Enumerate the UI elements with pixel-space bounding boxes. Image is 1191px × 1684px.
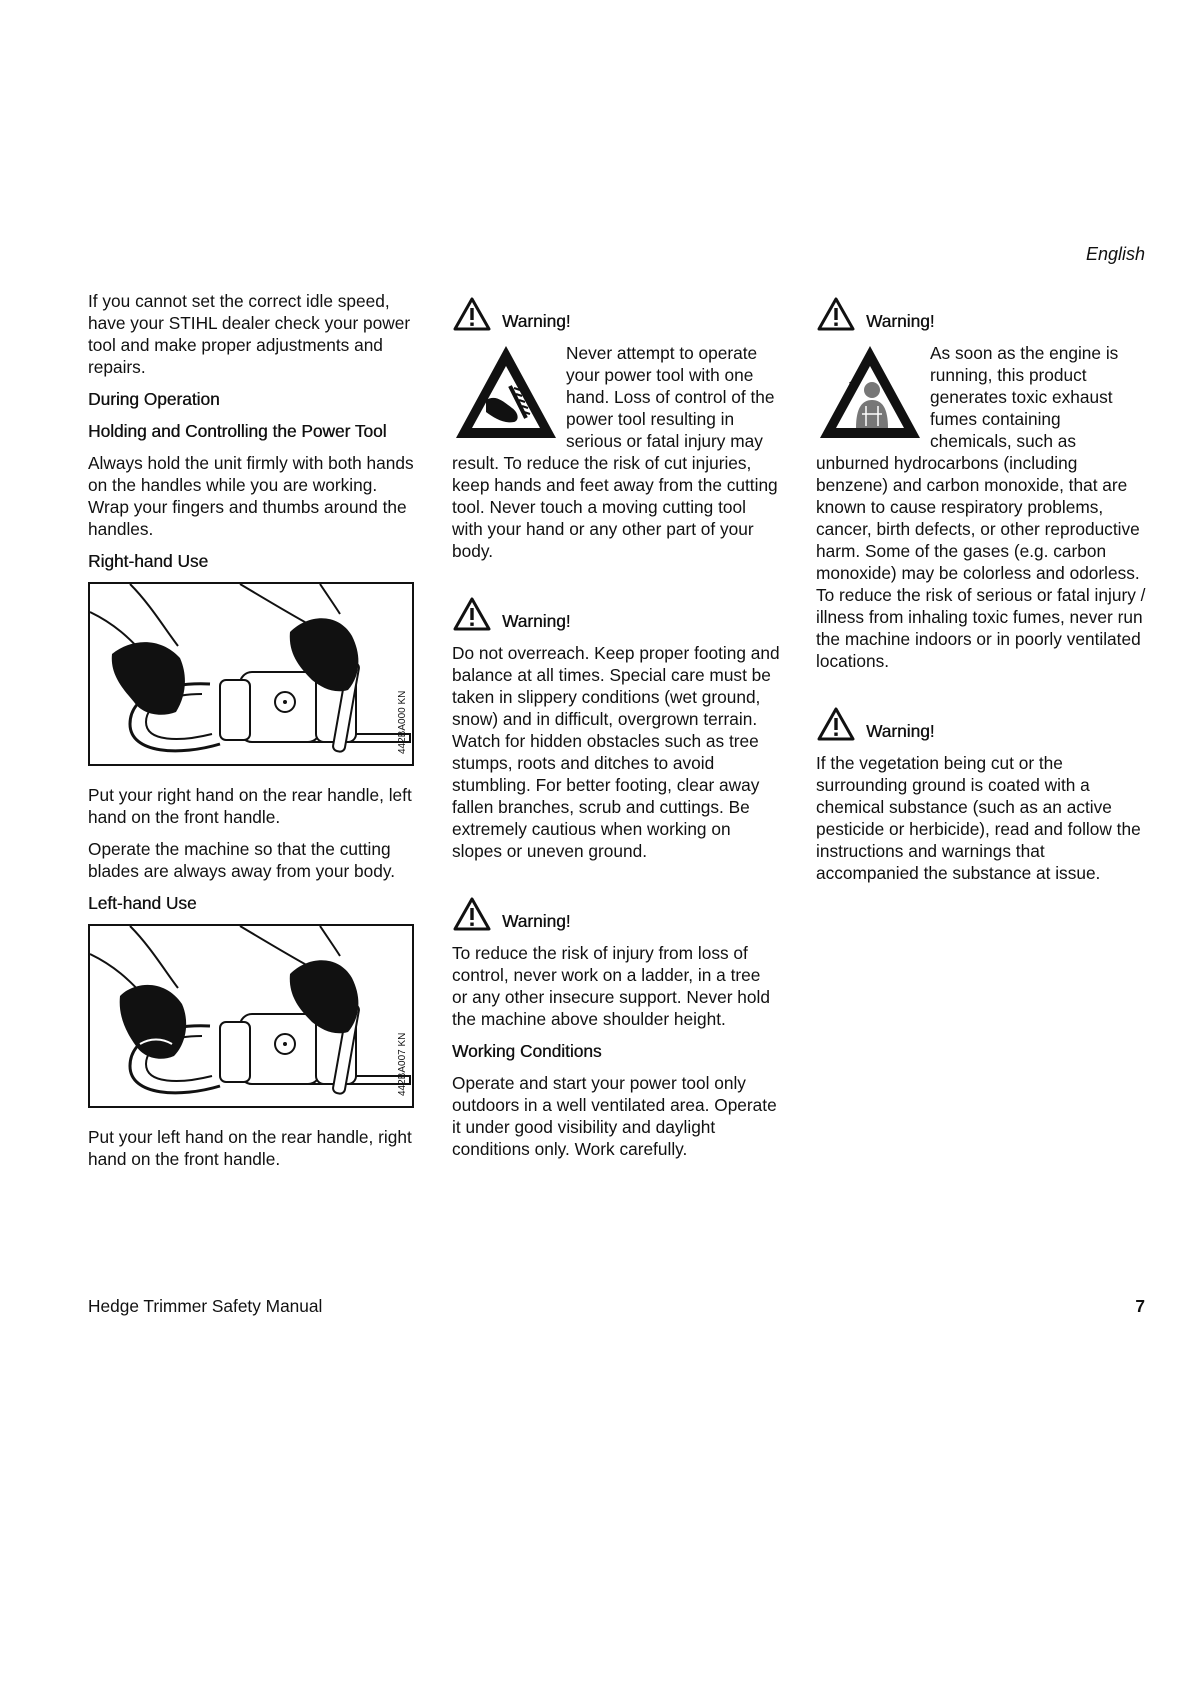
warning-triangle-icon <box>816 706 856 742</box>
warning-overreach-text: Do not overreach. Keep proper footing and balance at all times. Special care must be taken in slippery conditions (wet ground, snow) and in difficult, overgrown terrain. Watch for hidden obstacles such as tree stumps, roots and ditches to avoid stumbling. For better footing, clear away fallen branches, scrub and cuttings. Be extremely cautious when working on slopes or uneven ground. <box>452 643 780 861</box>
warning-heading <box>452 596 780 632</box>
warning-chemical-text: If the vegetation being cut or the surrounding ground is coated with a chemical substance (such as an active pesticide or herbicide), read and follow the instructions and warnings that accompanied the substance at issue. <box>816 753 1141 883</box>
holding-paragraph: Always hold the unit firmly with both hands on the handles while you are working. Wrap your fingers and thumbs around the handles. <box>88 453 414 539</box>
warning-heading <box>452 296 780 332</box>
working-conditions-paragraph: Operate and start your power tool only outdoors in a well ventilated area. Operate it under good visibility and daylight conditions only. Work carefully. <box>452 1073 777 1159</box>
warning-label: Warning! <box>502 611 571 631</box>
warning-label: Warning! <box>502 311 571 331</box>
figure-code: 442BA007 KN <box>397 1032 408 1096</box>
heading-left-hand: Left-hand Use <box>88 893 197 913</box>
left-hand-paragraph: Put your left hand on the rear handle, right hand on the front handle. <box>88 1127 412 1169</box>
warning-label: Warning! <box>866 721 935 741</box>
warning-block-chemical <box>816 706 1146 884</box>
warning-triangle-icon <box>452 896 492 932</box>
warning-heading <box>816 706 1146 742</box>
warning-block-exhaust <box>816 296 1146 672</box>
warning-triangle-icon <box>452 296 492 332</box>
hand-cut-hazard-icon <box>452 342 560 442</box>
hedge-trimmer-illustration <box>90 584 414 766</box>
column-middle <box>452 290 780 1170</box>
right-hand-paragraph-1: Put your right hand on the rear handle, left hand on the front handle. <box>88 785 412 827</box>
warning-ladder-text: To reduce the risk of injury from loss of control, never work on a ladder, in a tree or any other insecure support. Never hold the machine above shoulder height. <box>452 943 770 1029</box>
heading-working-conditions: Working Conditions <box>452 1041 602 1061</box>
intro-paragraph: If you cannot set the correct idle speed, have your STIHL dealer check your power tool and make proper adjustments and repairs. <box>88 291 411 377</box>
column-right <box>816 290 1146 918</box>
page-number: 7 <box>1135 1296 1145 1316</box>
hedge-trimmer-illustration <box>90 926 414 1108</box>
footer-manual-title: Hedge Trimmer Safety Manual <box>88 1296 323 1316</box>
right-hand-paragraph-2: Operate the machine so that the cutting blades are always away from your body. <box>88 839 396 881</box>
warning-block-one-hand <box>452 296 780 562</box>
warning-label: Warning! <box>866 311 935 331</box>
heading-holding: Holding and Controlling the Power Tool <box>88 421 387 441</box>
figure-right-hand-use <box>88 582 414 766</box>
warning-triangle-icon <box>816 296 856 332</box>
figure-left-hand-use <box>88 924 414 1108</box>
warning-label: Warning! <box>502 911 571 931</box>
warning-block-ladder <box>452 896 780 1030</box>
warning-one-hand-text: Never attempt to operate your power tool with one hand. Loss of control of the power tool resulting in serious or fatal injury may result. To reduce the risk of cut injuries, keep hands and feet away from the cutting tool. Never touch a moving cutting tool with your hand or any other part of your body. <box>452 343 778 561</box>
warning-triangle-icon <box>452 596 492 632</box>
column-left <box>88 290 418 1180</box>
heading-right-hand: Right-hand Use <box>88 551 209 571</box>
warning-heading <box>816 296 1146 332</box>
language-label: English <box>1085 244 1145 264</box>
warning-block-overreach <box>452 596 780 862</box>
warning-heading <box>452 896 780 932</box>
warning-exhaust-text: As soon as the engine is running, this product generates toxic exhaust fumes containing chemicals, such as unburned hydrocarbons (including benzene) and carbon monoxide, that are known to cause respiratory problems, cancer, birth defects, or other reproductive harm. Some of the gases (e.g. carbon monoxide) may be colorless and odorless. To reduce the risk of serious or fatal injury / illness from inhaling toxic fumes, never run the machine indoors or in poorly ventilated locations. <box>816 343 1146 671</box>
figure-code: 442BA000 KN <box>397 690 408 754</box>
toxic-fumes-icon <box>816 342 924 442</box>
heading-during-operation: During Operation <box>88 389 220 409</box>
